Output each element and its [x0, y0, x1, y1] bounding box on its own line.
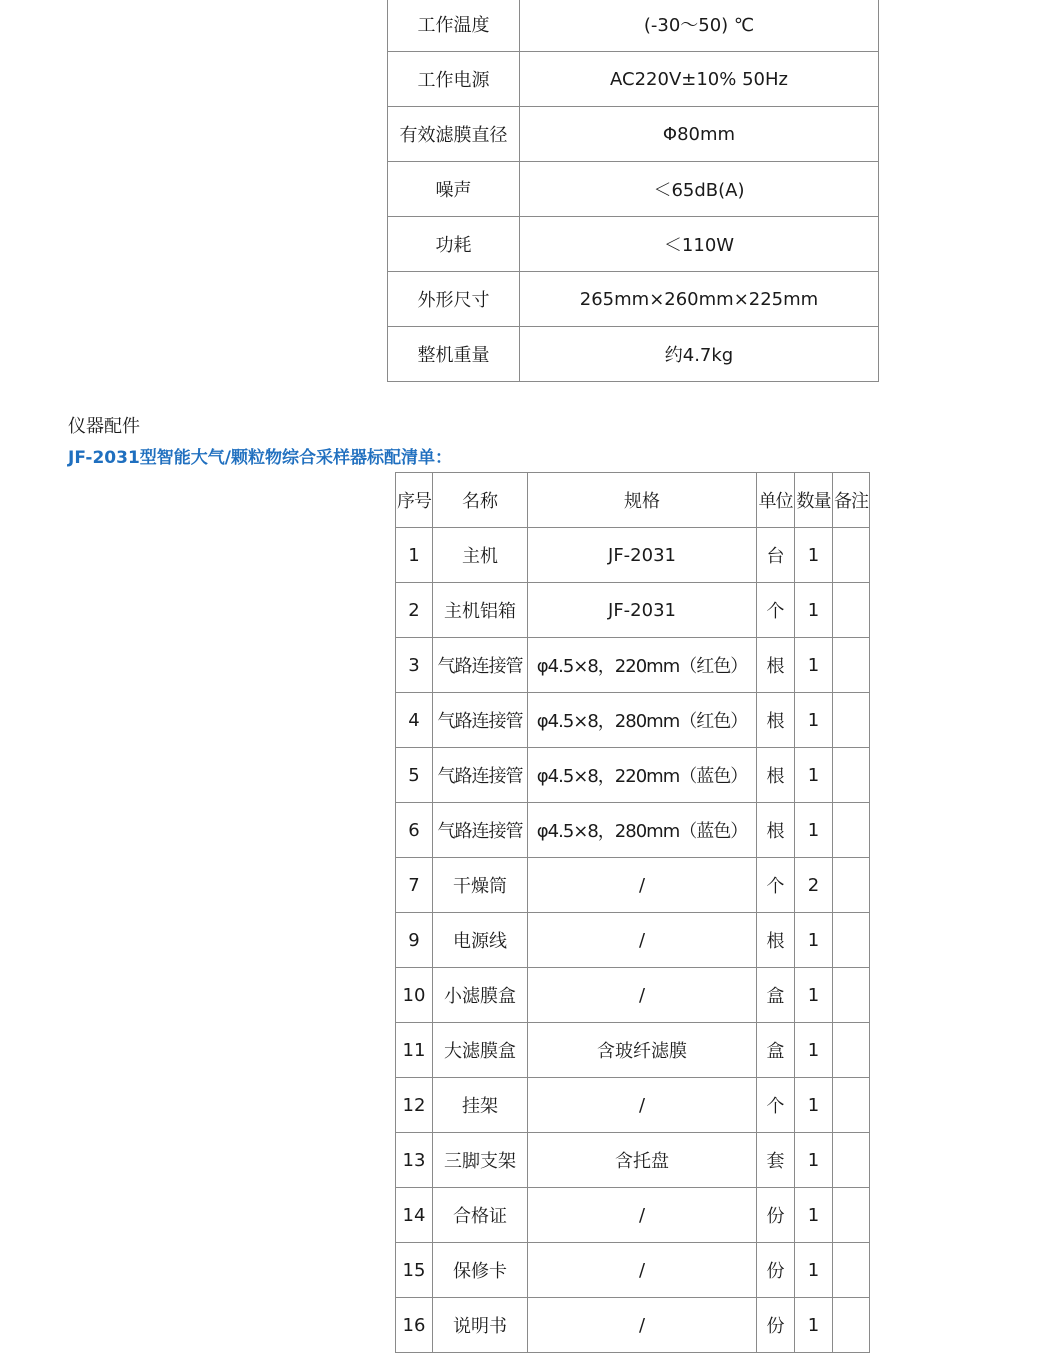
spec-row	[388, 327, 879, 382]
cell-no: 4	[396, 693, 433, 748]
cell-no: 3	[396, 638, 433, 693]
cell-unit: 个	[757, 583, 795, 638]
cell-name: 保修卡	[433, 1243, 528, 1298]
spec-value: (-30～50) ℃	[520, 0, 879, 52]
cell-note	[833, 583, 870, 638]
spec-row	[388, 107, 879, 162]
cell-name: 气路连接管	[433, 748, 528, 803]
cell-no: 9	[396, 913, 433, 968]
cell-no: 6	[396, 803, 433, 858]
spec-value: 约4.7kg	[520, 327, 879, 382]
header-no: 序号	[396, 473, 433, 528]
cell-qty: 1	[795, 913, 833, 968]
cell-name: 主机铝箱	[433, 583, 528, 638]
cell-unit: 根	[757, 748, 795, 803]
cell-note	[833, 1298, 870, 1353]
table-row	[396, 1298, 870, 1353]
spec-label: 工作温度	[388, 0, 520, 52]
header-unit: 单位	[757, 473, 795, 528]
cell-name: 说明书	[433, 1298, 528, 1353]
spec-label: 整机重量	[388, 327, 520, 382]
cell-spec: φ4.5×8，280mm（蓝色）	[528, 803, 757, 858]
cell-no: 13	[396, 1133, 433, 1188]
cell-spec: /	[528, 913, 757, 968]
header-name: 名称	[433, 473, 528, 528]
cell-unit: 根	[757, 638, 795, 693]
cell-qty: 1	[795, 968, 833, 1023]
spec-value: Φ80mm	[520, 107, 879, 162]
cell-qty: 1	[795, 693, 833, 748]
cell-no: 1	[396, 528, 433, 583]
cell-no: 11	[396, 1023, 433, 1078]
cell-unit: 个	[757, 1078, 795, 1133]
cell-note	[833, 638, 870, 693]
header-note: 备注	[833, 473, 870, 528]
cell-spec: φ4.5×8，220mm（蓝色）	[528, 748, 757, 803]
cell-unit: 盒	[757, 968, 795, 1023]
cell-spec: /	[528, 1188, 757, 1243]
cell-qty: 1	[795, 1023, 833, 1078]
cell-note	[833, 968, 870, 1023]
cell-name: 小滤膜盒	[433, 968, 528, 1023]
cell-no: 10	[396, 968, 433, 1023]
cell-name: 干燥筒	[433, 858, 528, 913]
cell-unit: 根	[757, 913, 795, 968]
cell-note	[833, 1078, 870, 1133]
cell-spec: /	[528, 1078, 757, 1133]
table-row	[396, 913, 870, 968]
spec-table-body	[388, 0, 879, 382]
cell-no: 5	[396, 748, 433, 803]
cell-no: 14	[396, 1188, 433, 1243]
spec-label: 噪声	[388, 162, 520, 217]
cell-name: 主机	[433, 528, 528, 583]
table-row	[396, 528, 870, 583]
table-row	[396, 1078, 870, 1133]
table-row	[396, 1188, 870, 1243]
spec-label: 外形尺寸	[388, 272, 520, 327]
parts-table	[395, 472, 870, 1353]
cell-name: 电源线	[433, 913, 528, 968]
cell-note	[833, 528, 870, 583]
cell-unit: 份	[757, 1298, 795, 1353]
cell-unit: 根	[757, 693, 795, 748]
table-row	[396, 638, 870, 693]
cell-note	[833, 1133, 870, 1188]
parts-list-title: JF-2031型智能大气/颗粒物综合采样器标配清单：	[68, 448, 452, 468]
header-qty: 数量	[795, 473, 833, 528]
cell-spec: /	[528, 1243, 757, 1298]
cell-name: 大滤膜盒	[433, 1023, 528, 1078]
cell-spec: /	[528, 858, 757, 913]
spec-value: ＜65dB(A)	[520, 162, 879, 217]
cell-note	[833, 913, 870, 968]
spec-row	[388, 162, 879, 217]
cell-unit: 个	[757, 858, 795, 913]
cell-spec: 含托盘	[528, 1133, 757, 1188]
spec-label: 功耗	[388, 217, 520, 272]
header-spec: 规格	[528, 473, 757, 528]
cell-spec: JF-2031	[528, 583, 757, 638]
spec-table	[387, 0, 879, 382]
cell-qty: 1	[795, 638, 833, 693]
cell-unit: 根	[757, 803, 795, 858]
cell-unit: 盒	[757, 1023, 795, 1078]
cell-no: 2	[396, 583, 433, 638]
spec-value: ＜110W	[520, 217, 879, 272]
cell-name: 合格证	[433, 1188, 528, 1243]
cell-note	[833, 1188, 870, 1243]
cell-name: 气路连接管	[433, 803, 528, 858]
table-row	[396, 803, 870, 858]
cell-no: 15	[396, 1243, 433, 1298]
spec-row	[388, 217, 879, 272]
cell-qty: 1	[795, 1243, 833, 1298]
cell-unit: 台	[757, 528, 795, 583]
parts-table-header-row	[396, 473, 870, 528]
spec-value: 265mm×260mm×225mm	[520, 272, 879, 327]
cell-note	[833, 1243, 870, 1298]
cell-name: 气路连接管	[433, 693, 528, 748]
spec-value: AC220V±10% 50Hz	[520, 52, 879, 107]
section-heading: 仪器配件	[68, 416, 140, 437]
cell-qty: 1	[795, 583, 833, 638]
spec-label: 有效滤膜直径	[388, 107, 520, 162]
cell-qty: 2	[795, 858, 833, 913]
cell-qty: 1	[795, 528, 833, 583]
spec-row	[388, 272, 879, 327]
cell-unit: 份	[757, 1243, 795, 1298]
cell-qty: 1	[795, 803, 833, 858]
cell-no: 12	[396, 1078, 433, 1133]
table-row	[396, 1243, 870, 1298]
cell-name: 三脚支架	[433, 1133, 528, 1188]
cell-qty: 1	[795, 1188, 833, 1243]
cell-unit: 份	[757, 1188, 795, 1243]
table-row	[396, 583, 870, 638]
cell-spec: JF-2031	[528, 528, 757, 583]
table-row	[396, 858, 870, 913]
table-row	[396, 1133, 870, 1188]
cell-note	[833, 858, 870, 913]
cell-name: 气路连接管	[433, 638, 528, 693]
cell-note	[833, 803, 870, 858]
cell-qty: 1	[795, 1133, 833, 1188]
cell-no: 16	[396, 1298, 433, 1353]
cell-spec: /	[528, 968, 757, 1023]
cell-note	[833, 1023, 870, 1078]
cell-note	[833, 693, 870, 748]
cell-unit: 套	[757, 1133, 795, 1188]
spec-label: 工作电源	[388, 52, 520, 107]
cell-no: 7	[396, 858, 433, 913]
table-row	[396, 693, 870, 748]
cell-qty: 1	[795, 1078, 833, 1133]
parts-table-body	[396, 528, 870, 1353]
spec-row	[388, 0, 879, 52]
cell-spec: φ4.5×8，220mm（红色）	[528, 638, 757, 693]
cell-qty: 1	[795, 1298, 833, 1353]
cell-spec: φ4.5×8，280mm（红色）	[528, 693, 757, 748]
spec-row	[388, 52, 879, 107]
table-row	[396, 748, 870, 803]
cell-note	[833, 748, 870, 803]
table-row	[396, 1023, 870, 1078]
cell-name: 挂架	[433, 1078, 528, 1133]
table-row	[396, 968, 870, 1023]
cell-spec: 含玻纤滤膜	[528, 1023, 757, 1078]
cell-qty: 1	[795, 748, 833, 803]
cell-spec: /	[528, 1298, 757, 1353]
